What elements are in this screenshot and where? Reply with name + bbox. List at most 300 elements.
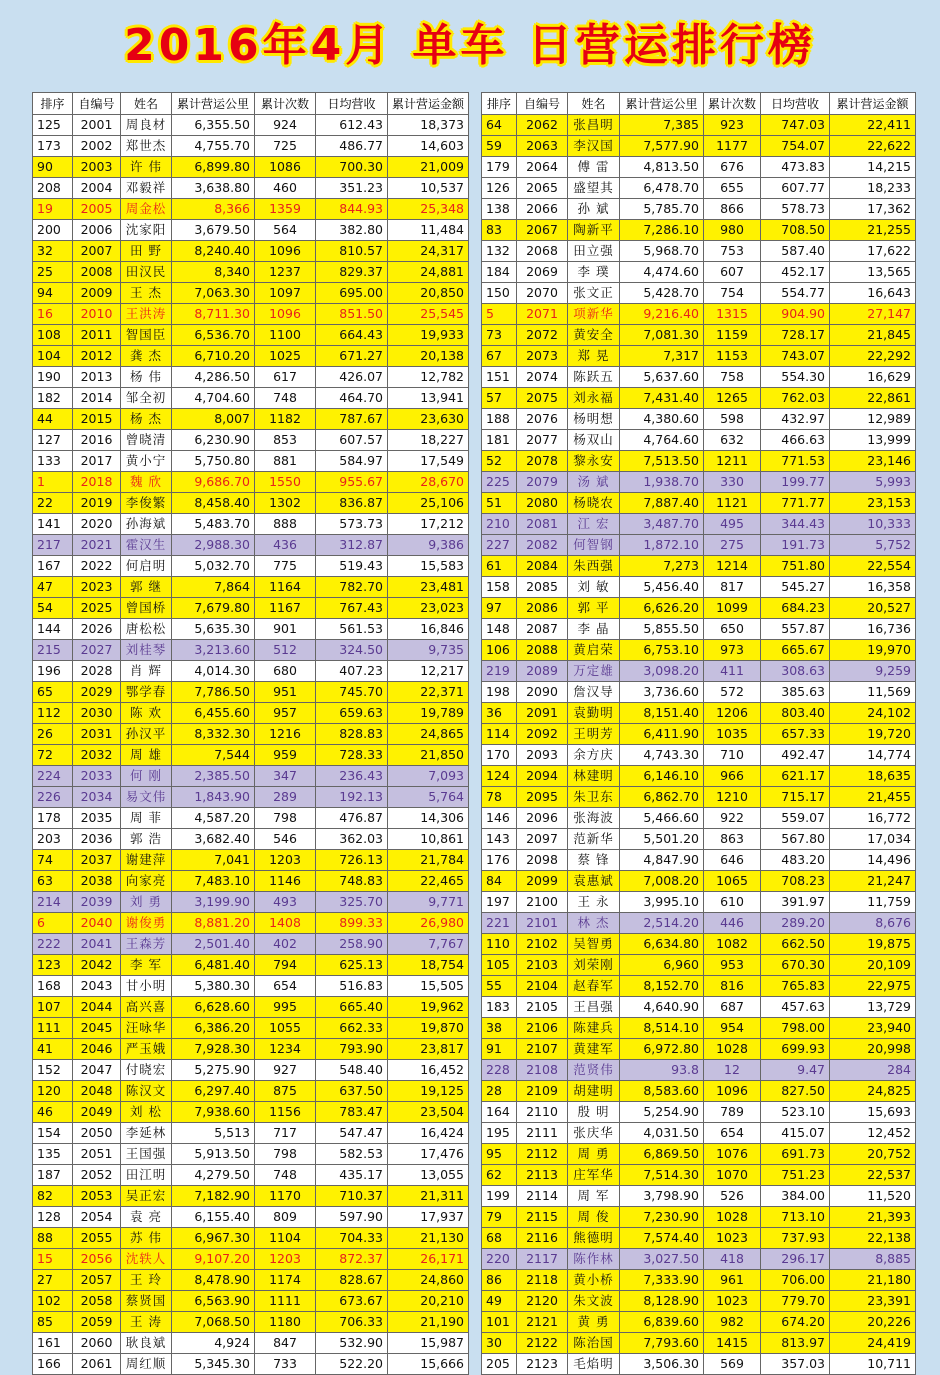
driver-name-cell: 傅 雷 — [568, 157, 620, 178]
rank-cell: 197 — [482, 892, 517, 913]
distance-cell: 6,634.80 — [620, 934, 704, 955]
distance-cell: 8,711.30 — [172, 304, 255, 325]
col-header-total-amount: 累计营运金额 — [388, 93, 469, 115]
rank-cell: 215 — [33, 640, 73, 661]
daily-revenue-cell: 665.40 — [316, 997, 388, 1018]
rank-cell: 120 — [33, 1081, 73, 1102]
total-amount-cell: 18,373 — [388, 115, 469, 136]
table-row — [33, 1165, 469, 1186]
driver-name-cell: 田江明 — [121, 1165, 172, 1186]
car-id-cell: 2044 — [73, 997, 121, 1018]
driver-name-cell: 郑 晃 — [568, 346, 620, 367]
trips-cell: 847 — [255, 1333, 316, 1354]
trips-cell: 1023 — [704, 1291, 761, 1312]
driver-name-cell: 谢建萍 — [121, 850, 172, 871]
rank-cell: 41 — [33, 1039, 73, 1060]
total-amount-cell: 5,752 — [830, 535, 916, 556]
car-id-cell: 2058 — [73, 1291, 121, 1312]
trips-cell: 961 — [704, 1270, 761, 1291]
rank-cell: 16 — [33, 304, 73, 325]
car-id-cell: 2107 — [517, 1039, 568, 1060]
rank-cell: 135 — [33, 1144, 73, 1165]
trips-cell: 460 — [255, 178, 316, 199]
distance-cell: 7,182.90 — [172, 1186, 255, 1207]
table-row — [482, 976, 916, 997]
daily-revenue-cell: 665.67 — [761, 640, 830, 661]
table-row — [482, 493, 916, 514]
distance-cell: 4,764.60 — [620, 430, 704, 451]
col-header-rank: 排序 — [33, 93, 73, 115]
rank-cell: 25 — [33, 262, 73, 283]
driver-name-cell: 黄建军 — [568, 1039, 620, 1060]
driver-name-cell: 周 军 — [568, 1186, 620, 1207]
car-id-cell: 2089 — [517, 661, 568, 682]
total-amount-cell: 21,247 — [830, 871, 916, 892]
car-id-cell: 2095 — [517, 787, 568, 808]
rank-cell: 102 — [33, 1291, 73, 1312]
table-row — [482, 577, 916, 598]
table-row — [33, 1270, 469, 1291]
daily-revenue-cell: 810.57 — [316, 241, 388, 262]
distance-cell: 8,458.40 — [172, 493, 255, 514]
distance-cell: 6,967.30 — [172, 1228, 255, 1249]
table-row — [33, 1228, 469, 1249]
rank-cell: 125 — [33, 115, 73, 136]
car-id-cell: 2033 — [73, 766, 121, 787]
distance-cell: 4,031.50 — [620, 1123, 704, 1144]
distance-cell: 2,385.50 — [172, 766, 255, 787]
daily-revenue-cell: 779.70 — [761, 1291, 830, 1312]
col-header-distance: 累计营运公里 — [620, 93, 704, 115]
car-id-cell: 2018 — [73, 472, 121, 493]
driver-name-cell: 何智钢 — [568, 535, 620, 556]
table-row — [482, 955, 916, 976]
table-row — [482, 1081, 916, 1102]
driver-name-cell: 黄启荣 — [568, 640, 620, 661]
total-amount-cell: 23,146 — [830, 451, 916, 472]
col-header-name: 姓名 — [121, 93, 172, 115]
distance-cell: 4,704.60 — [172, 388, 255, 409]
car-id-cell: 2069 — [517, 262, 568, 283]
driver-name-cell: 龚 杰 — [121, 346, 172, 367]
trips-cell: 725 — [255, 136, 316, 157]
distance-cell: 7,887.40 — [620, 493, 704, 514]
distance-cell: 6,536.70 — [172, 325, 255, 346]
rank-cell: 15 — [33, 1249, 73, 1270]
car-id-cell: 2002 — [73, 136, 121, 157]
total-amount-cell: 14,306 — [388, 808, 469, 829]
distance-cell: 93.8 — [620, 1060, 704, 1081]
distance-cell: 7,041 — [172, 850, 255, 871]
rank-cell: 158 — [482, 577, 517, 598]
daily-revenue-cell: 828.67 — [316, 1270, 388, 1291]
total-amount-cell: 10,333 — [830, 514, 916, 535]
trips-cell: 1214 — [704, 556, 761, 577]
rank-cell: 55 — [482, 976, 517, 997]
daily-revenue-cell: 296.17 — [761, 1249, 830, 1270]
driver-name-cell: 项新华 — [568, 304, 620, 325]
distance-cell: 4,924 — [172, 1333, 255, 1354]
total-amount-cell: 21,009 — [388, 157, 469, 178]
rank-cell: 183 — [482, 997, 517, 1018]
table-row — [33, 556, 469, 577]
total-amount-cell: 17,212 — [388, 514, 469, 535]
car-id-cell: 2077 — [517, 430, 568, 451]
driver-name-cell: 高兴喜 — [121, 997, 172, 1018]
total-amount-cell: 15,987 — [388, 1333, 469, 1354]
distance-cell: 7,513.50 — [620, 451, 704, 472]
daily-revenue-cell: 522.20 — [316, 1354, 388, 1375]
daily-revenue-cell: 466.63 — [761, 430, 830, 451]
daily-revenue-cell: 851.50 — [316, 304, 388, 325]
col-header-daily-revenue: 日均营收 — [761, 93, 830, 115]
distance-cell: 6,869.50 — [620, 1144, 704, 1165]
table-row — [33, 1102, 469, 1123]
total-amount-cell: 16,772 — [830, 808, 916, 829]
daily-revenue-cell: 767.43 — [316, 598, 388, 619]
trips-cell: 754 — [704, 283, 761, 304]
table-row — [482, 1312, 916, 1333]
driver-name-cell: 朱西强 — [568, 556, 620, 577]
driver-name-cell: 杨晓农 — [568, 493, 620, 514]
table-row — [33, 1312, 469, 1333]
distance-cell: 2,514.20 — [620, 913, 704, 934]
daily-revenue-cell: 713.10 — [761, 1207, 830, 1228]
car-id-cell: 2050 — [73, 1123, 121, 1144]
car-id-cell: 2082 — [517, 535, 568, 556]
table-row — [482, 346, 916, 367]
car-id-cell: 2055 — [73, 1228, 121, 1249]
trips-cell: 617 — [255, 367, 316, 388]
distance-cell: 6,411.90 — [620, 724, 704, 745]
distance-cell: 6,899.80 — [172, 157, 255, 178]
distance-cell: 3,798.90 — [620, 1186, 704, 1207]
table-row — [482, 892, 916, 913]
rank-cell: 126 — [482, 178, 517, 199]
daily-revenue-cell: 828.83 — [316, 724, 388, 745]
table-row — [33, 1081, 469, 1102]
distance-cell: 6,753.10 — [620, 640, 704, 661]
trips-cell: 1055 — [255, 1018, 316, 1039]
total-amount-cell: 19,933 — [388, 325, 469, 346]
daily-revenue-cell: 625.13 — [316, 955, 388, 976]
total-amount-cell: 22,622 — [830, 136, 916, 157]
distance-cell: 3,098.20 — [620, 661, 704, 682]
table-row — [482, 304, 916, 325]
daily-revenue-cell: 435.17 — [316, 1165, 388, 1186]
daily-revenue-cell: 554.77 — [761, 283, 830, 304]
distance-cell: 7,793.60 — [620, 1333, 704, 1354]
car-id-cell: 2060 — [73, 1333, 121, 1354]
col-header-trips: 累计次数 — [255, 93, 316, 115]
total-amount-cell: 17,362 — [830, 199, 916, 220]
rank-cell: 68 — [482, 1228, 517, 1249]
col-header-distance: 累计营运公里 — [172, 93, 255, 115]
car-id-cell: 2003 — [73, 157, 121, 178]
distance-cell: 6,710.20 — [172, 346, 255, 367]
driver-name-cell: 黎永安 — [568, 451, 620, 472]
table-row — [482, 913, 916, 934]
table-row — [33, 388, 469, 409]
rank-cell: 214 — [33, 892, 73, 913]
trips-cell: 330 — [704, 472, 761, 493]
distance-cell: 4,587.20 — [172, 808, 255, 829]
total-amount-cell: 15,693 — [830, 1102, 916, 1123]
trips-cell: 446 — [704, 913, 761, 934]
total-amount-cell: 18,635 — [830, 766, 916, 787]
trips-cell: 1076 — [704, 1144, 761, 1165]
trips-cell: 863 — [704, 829, 761, 850]
distance-cell: 8,128.90 — [620, 1291, 704, 1312]
trips-cell: 418 — [704, 1249, 761, 1270]
driver-name-cell: 李汉国 — [568, 136, 620, 157]
table-row — [33, 283, 469, 304]
rank-cell: 227 — [482, 535, 517, 556]
trips-cell: 924 — [255, 115, 316, 136]
rank-cell: 128 — [33, 1207, 73, 1228]
distance-cell: 8,478.90 — [172, 1270, 255, 1291]
daily-revenue-cell: 708.50 — [761, 220, 830, 241]
table-row — [33, 220, 469, 241]
driver-name-cell: 吴智勇 — [568, 934, 620, 955]
car-id-cell: 2112 — [517, 1144, 568, 1165]
car-id-cell: 2026 — [73, 619, 121, 640]
driver-name-cell: 黄小宁 — [121, 451, 172, 472]
car-id-cell: 2106 — [517, 1018, 568, 1039]
driver-name-cell: 郭 平 — [568, 598, 620, 619]
car-id-cell: 2090 — [517, 682, 568, 703]
table-row — [33, 1354, 469, 1375]
driver-name-cell: 孙汉平 — [121, 724, 172, 745]
car-id-cell: 2079 — [517, 472, 568, 493]
table-row — [482, 178, 916, 199]
rank-cell: 111 — [33, 1018, 73, 1039]
rank-cell: 228 — [482, 1060, 517, 1081]
daily-revenue-cell: 457.63 — [761, 997, 830, 1018]
table-row — [482, 451, 916, 472]
driver-name-cell: 王森芳 — [121, 934, 172, 955]
daily-revenue-cell: 587.40 — [761, 241, 830, 262]
daily-revenue-cell: 726.13 — [316, 850, 388, 871]
rank-cell: 22 — [33, 493, 73, 514]
daily-revenue-cell: 662.33 — [316, 1018, 388, 1039]
distance-cell: 6,960 — [620, 955, 704, 976]
distance-cell: 4,286.50 — [172, 367, 255, 388]
rank-cell: 57 — [482, 388, 517, 409]
table-row — [33, 1039, 469, 1060]
total-amount-cell: 16,643 — [830, 283, 916, 304]
daily-revenue-cell: 771.77 — [761, 493, 830, 514]
trips-cell: 973 — [704, 640, 761, 661]
rank-cell: 210 — [482, 514, 517, 535]
driver-name-cell: 周金松 — [121, 199, 172, 220]
rank-cell: 26 — [33, 724, 73, 745]
total-amount-cell: 17,034 — [830, 829, 916, 850]
driver-name-cell: 邹全初 — [121, 388, 172, 409]
driver-name-cell: 陈作林 — [568, 1249, 620, 1270]
distance-cell: 3,995.10 — [620, 892, 704, 913]
car-id-cell: 2097 — [517, 829, 568, 850]
daily-revenue-cell: 844.93 — [316, 199, 388, 220]
distance-cell: 4,640.90 — [620, 997, 704, 1018]
total-amount-cell: 5,993 — [830, 472, 916, 493]
rank-cell: 184 — [482, 262, 517, 283]
driver-name-cell: 刘 勇 — [121, 892, 172, 913]
daily-revenue-cell: 637.50 — [316, 1081, 388, 1102]
trips-cell: 402 — [255, 934, 316, 955]
car-id-cell: 2047 — [73, 1060, 121, 1081]
daily-revenue-cell: 415.07 — [761, 1123, 830, 1144]
rank-cell: 63 — [33, 871, 73, 892]
daily-revenue-cell: 464.70 — [316, 388, 388, 409]
total-amount-cell: 24,881 — [388, 262, 469, 283]
daily-revenue-cell: 452.17 — [761, 262, 830, 283]
car-id-cell: 2115 — [517, 1207, 568, 1228]
daily-revenue-cell: 771.53 — [761, 451, 830, 472]
rank-cell: 38 — [482, 1018, 517, 1039]
total-amount-cell: 24,419 — [830, 1333, 916, 1354]
car-id-cell: 2118 — [517, 1270, 568, 1291]
total-amount-cell: 15,666 — [388, 1354, 469, 1375]
car-id-cell: 2021 — [73, 535, 121, 556]
table-row — [482, 1291, 916, 1312]
driver-name-cell: 陈跃五 — [568, 367, 620, 388]
driver-name-cell: 刘 松 — [121, 1102, 172, 1123]
total-amount-cell: 16,846 — [388, 619, 469, 640]
total-amount-cell: 17,549 — [388, 451, 469, 472]
trips-cell: 1550 — [255, 472, 316, 493]
table-row — [33, 367, 469, 388]
total-amount-cell: 25,348 — [388, 199, 469, 220]
rank-cell: 226 — [33, 787, 73, 808]
rank-cell: 208 — [33, 178, 73, 199]
total-amount-cell: 26,171 — [388, 1249, 469, 1270]
table-row — [482, 535, 916, 556]
trips-cell: 881 — [255, 451, 316, 472]
car-id-cell: 2005 — [73, 199, 121, 220]
car-id-cell: 2025 — [73, 598, 121, 619]
distance-cell: 6,297.40 — [172, 1081, 255, 1102]
distance-cell: 5,785.70 — [620, 199, 704, 220]
trips-cell: 753 — [704, 241, 761, 262]
car-id-cell: 2102 — [517, 934, 568, 955]
trips-cell: 980 — [704, 220, 761, 241]
trips-cell: 1023 — [704, 1228, 761, 1249]
distance-cell: 8,514.10 — [620, 1018, 704, 1039]
car-id-cell: 2113 — [517, 1165, 568, 1186]
distance-cell: 6,478.70 — [620, 178, 704, 199]
trips-cell: 1070 — [704, 1165, 761, 1186]
total-amount-cell: 13,941 — [388, 388, 469, 409]
trips-cell: 680 — [255, 661, 316, 682]
daily-revenue-cell: 426.07 — [316, 367, 388, 388]
rank-cell: 170 — [482, 745, 517, 766]
car-id-cell: 2063 — [517, 136, 568, 157]
distance-cell: 7,068.50 — [172, 1312, 255, 1333]
rank-cell: 61 — [482, 556, 517, 577]
daily-revenue-cell: 9.47 — [761, 1060, 830, 1081]
daily-revenue-cell: 567.80 — [761, 829, 830, 850]
driver-name-cell: 许 伟 — [121, 157, 172, 178]
distance-cell: 3,679.50 — [172, 220, 255, 241]
daily-revenue-cell: 743.07 — [761, 346, 830, 367]
daily-revenue-cell: 547.47 — [316, 1123, 388, 1144]
driver-name-cell: 黄小桥 — [568, 1270, 620, 1291]
trips-cell: 1096 — [255, 241, 316, 262]
distance-cell: 3,736.60 — [620, 682, 704, 703]
distance-cell: 9,107.20 — [172, 1249, 255, 1270]
total-amount-cell: 16,629 — [830, 367, 916, 388]
daily-revenue-cell: 700.30 — [316, 157, 388, 178]
daily-revenue-cell: 324.50 — [316, 640, 388, 661]
rank-cell: 108 — [33, 325, 73, 346]
daily-revenue-cell: 803.40 — [761, 703, 830, 724]
distance-cell: 6,626.20 — [620, 598, 704, 619]
daily-revenue-cell: 662.50 — [761, 934, 830, 955]
distance-cell: 3,213.60 — [172, 640, 255, 661]
driver-name-cell: 刘荣刚 — [568, 955, 620, 976]
daily-revenue-cell: 362.03 — [316, 829, 388, 850]
distance-cell: 6,155.40 — [172, 1207, 255, 1228]
daily-revenue-cell: 754.07 — [761, 136, 830, 157]
trips-cell: 676 — [704, 157, 761, 178]
distance-cell: 3,682.40 — [172, 829, 255, 850]
daily-revenue-cell: 904.90 — [761, 304, 830, 325]
table-row — [33, 745, 469, 766]
table-row — [33, 955, 469, 976]
driver-name-cell: 易文伟 — [121, 787, 172, 808]
total-amount-cell: 14,496 — [830, 850, 916, 871]
distance-cell: 4,014.30 — [172, 661, 255, 682]
car-id-cell: 2081 — [517, 514, 568, 535]
distance-cell: 1,843.90 — [172, 787, 255, 808]
distance-cell: 7,008.20 — [620, 871, 704, 892]
table-row — [33, 1291, 469, 1312]
rank-cell: 221 — [482, 913, 517, 934]
total-amount-cell: 21,130 — [388, 1228, 469, 1249]
daily-revenue-cell: 561.53 — [316, 619, 388, 640]
table-row — [33, 598, 469, 619]
driver-name-cell: 陶新平 — [568, 220, 620, 241]
car-id-cell: 2123 — [517, 1354, 568, 1375]
total-amount-cell: 23,817 — [388, 1039, 469, 1060]
total-amount-cell: 20,226 — [830, 1312, 916, 1333]
daily-revenue-cell: 827.50 — [761, 1081, 830, 1102]
trips-cell: 1153 — [704, 346, 761, 367]
table-row — [482, 808, 916, 829]
total-amount-cell: 20,109 — [830, 955, 916, 976]
col-header-car-id: 自编号 — [73, 93, 121, 115]
daily-revenue-cell: 557.87 — [761, 619, 830, 640]
car-id-cell: 2071 — [517, 304, 568, 325]
total-amount-cell: 7,767 — [388, 934, 469, 955]
table-row — [33, 409, 469, 430]
distance-cell: 4,755.70 — [172, 136, 255, 157]
total-amount-cell: 22,465 — [388, 871, 469, 892]
total-amount-cell: 21,255 — [830, 220, 916, 241]
table-row — [33, 1333, 469, 1354]
trips-cell: 495 — [704, 514, 761, 535]
trips-cell: 1104 — [255, 1228, 316, 1249]
trips-cell: 1206 — [704, 703, 761, 724]
driver-name-cell: 霍汉生 — [121, 535, 172, 556]
car-id-cell: 2062 — [517, 115, 568, 136]
total-amount-cell: 25,106 — [388, 493, 469, 514]
distance-cell: 3,506.30 — [620, 1354, 704, 1375]
rank-cell: 220 — [482, 1249, 517, 1270]
table-row — [33, 1144, 469, 1165]
table-row — [33, 472, 469, 493]
